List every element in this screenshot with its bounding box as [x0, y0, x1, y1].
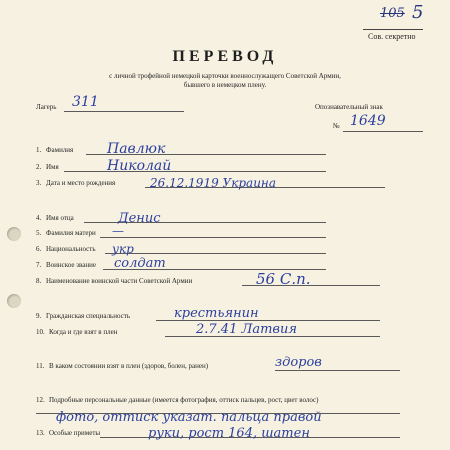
field-number: 2.	[36, 163, 42, 171]
tag-value: 1649	[350, 113, 386, 129]
field-value: Денис	[118, 211, 161, 226]
field-label: Фамилия	[46, 146, 74, 154]
field-value: 26.12.1919 Украина	[150, 176, 276, 190]
field-value: руки, рост 164, шатен	[148, 426, 310, 441]
tag-no-label: №	[333, 122, 340, 130]
field-value: здоров	[275, 355, 322, 370]
classification-underline	[363, 29, 423, 30]
field-number: 4.	[36, 214, 42, 222]
field-label: В каком состоянии взят в плен (здоров, болен, ранен)	[49, 362, 209, 370]
page-number-struck: 105	[380, 6, 405, 21]
field-number: 1.	[36, 146, 42, 154]
field-line	[64, 171, 326, 172]
field-label: Наименование воинской части Советской Армии	[46, 277, 193, 285]
field-number: 11.	[36, 362, 45, 370]
field-label: Когда и где взят в плен	[49, 328, 118, 336]
field-label: Особые приметы	[49, 429, 101, 437]
field-value: Павлюк	[107, 141, 166, 157]
field-label: Дата и место рождения	[46, 179, 116, 187]
camp-value: 311	[72, 94, 99, 110]
field-value: солдат	[114, 256, 166, 271]
camp-label: Лагерь	[36, 103, 57, 111]
field-label: Имя	[46, 163, 59, 171]
field-number: 10.	[36, 328, 45, 336]
field-number: 9.	[36, 312, 42, 320]
subtitle-line-1: с личной трофейной немецкой карточки военнослужащего Советской Армии,	[109, 72, 341, 80]
field-value: —	[112, 224, 124, 238]
field-value: Николай	[107, 158, 172, 174]
field-line	[105, 253, 326, 254]
field-value: крестьянин	[174, 306, 259, 321]
field-number: 5.	[36, 229, 42, 237]
field-line	[275, 370, 400, 371]
camp-line	[64, 111, 184, 112]
field-number: 6.	[36, 245, 42, 253]
field-number: 12.	[36, 396, 45, 404]
field-value: 2.7.41 Латвия	[196, 322, 297, 337]
field-line	[100, 237, 326, 238]
field-number: 13.	[36, 429, 45, 437]
field-value: укр	[112, 242, 134, 256]
subtitle-line-2: бывшего в немецком плену.	[183, 81, 267, 89]
field-label: Имя отца	[46, 214, 74, 222]
field-value: фото, оттиск указат. пальца правой	[56, 410, 322, 425]
field-number: 7.	[36, 261, 42, 269]
field-label: Национальность	[46, 245, 96, 253]
punch-hole-top	[7, 227, 21, 241]
punch-hole-bottom	[7, 294, 21, 308]
tag-label: Опознавательный знак	[315, 103, 383, 111]
field-label: Воинское звание	[46, 261, 96, 269]
tag-line	[343, 131, 423, 132]
field-value: 56 С.п.	[256, 270, 311, 288]
field-label: Гражданская специальность	[46, 312, 131, 320]
field-label: Фамилия матери	[46, 229, 96, 237]
classification-stamp: Сов. секретно	[368, 32, 416, 41]
page-number: 5	[412, 2, 424, 23]
field-label: Подробные персональные данные (имеется фотография, оттиск пальцев, рост, цвет волос)	[49, 396, 319, 404]
field-number: 8.	[36, 277, 42, 285]
document-title: ПЕРЕВОД	[172, 48, 278, 65]
field-number: 3.	[36, 179, 42, 187]
